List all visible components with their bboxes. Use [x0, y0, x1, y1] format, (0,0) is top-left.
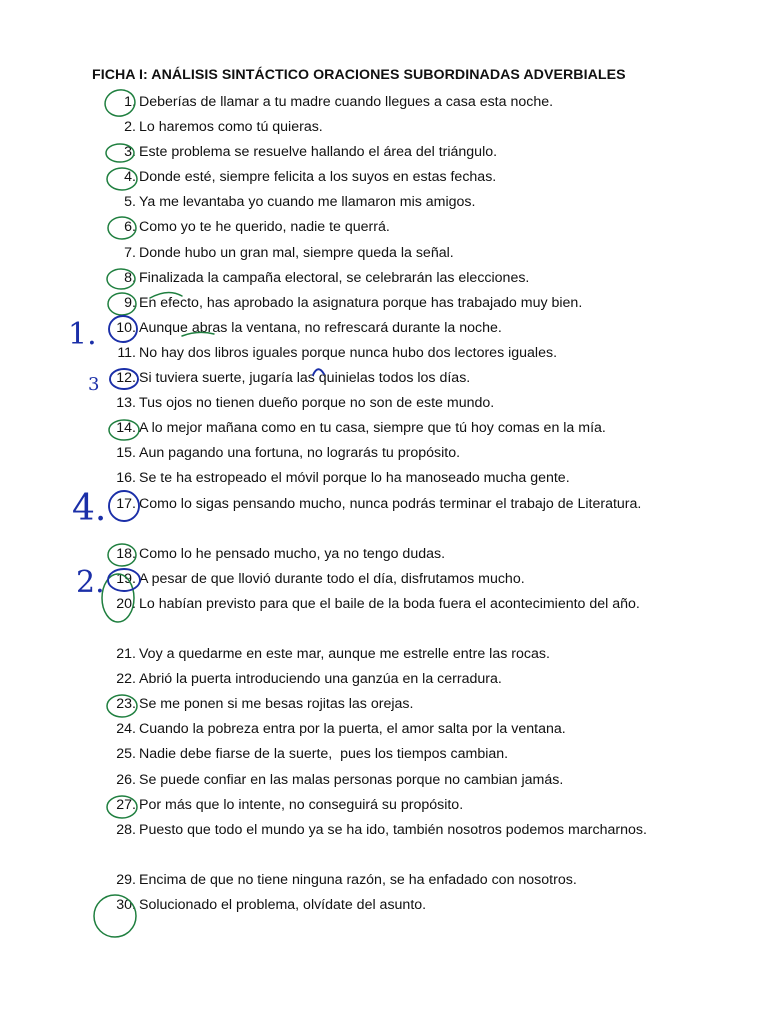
item-number: 7. [124, 244, 136, 261]
sentence-text: Finalizada la campaña electoral, se celebrarán las elecciones. [139, 269, 530, 286]
sentence-text: Puesto que todo el mundo ya se ha ido, también nosotros podemos marcharnos. [139, 821, 647, 838]
sentence-text: Lo habían previsto para que el baile de la boda fuera el acontecimiento del año. [139, 595, 640, 612]
item-number: 12. [116, 370, 136, 387]
sentence-text: Donde esté, siempre felicita a los suyos en estas fechas. [139, 169, 497, 186]
list-item [0, 868, 768, 893]
list-item [0, 241, 768, 266]
item-number: 1. [124, 94, 136, 110]
item-number: 15. [116, 445, 136, 462]
sentence-text: Se me ponen si me besas rojitas las orejas. [139, 696, 414, 713]
sentence-text: Cuando la pobreza entra por la puerta, el amor salta por la ventana. [139, 721, 566, 738]
sentence-text: Abrió la puerta introduciendo una ganzúa en la cerradura. [139, 671, 502, 688]
list-item [0, 441, 768, 466]
item-number: 26. [116, 771, 136, 788]
list-item [0, 90, 768, 115]
list-item [0, 215, 768, 240]
item-number: 9. [124, 294, 136, 311]
list-item [0, 542, 768, 567]
item-number: 23. [116, 696, 136, 713]
sentence-text: Por más que lo intente, no conseguirá su propósito. [139, 796, 464, 813]
handwritten-note-4: 4. [72, 488, 107, 529]
item-number: 3. [124, 144, 136, 161]
list-item [0, 592, 768, 642]
list-item [0, 366, 768, 391]
list-item [0, 466, 768, 491]
sentence-text: Como yo te he querido, nadie te querrá. [139, 219, 390, 236]
item-number: 6. [124, 219, 136, 236]
item-number: 8. [124, 269, 136, 286]
item-number: 19. [116, 570, 136, 587]
list-item [0, 492, 768, 542]
list-item [0, 140, 768, 165]
sentence-text: Voy a quedarme en este mar, aunque me estrelle entre las rocas. [139, 646, 550, 663]
item-number: 29. [116, 871, 136, 888]
list-item [0, 341, 768, 366]
handwritten-note-2: 2. [76, 565, 105, 600]
list-item [0, 742, 768, 767]
item-number: 14. [116, 420, 136, 437]
item-number: 4. [124, 169, 136, 186]
page-title: FICHA I: ANÁLISIS SINTÁCTICO ORACIONES SUBORDINADAS ADVERBIALES [92, 67, 626, 83]
list-item [0, 717, 768, 742]
list-item [0, 567, 768, 592]
list-item [0, 893, 768, 918]
list-item [0, 818, 768, 868]
sentence-text: Lo haremos como tú quieras. [139, 119, 323, 136]
item-number: 30. [116, 897, 136, 913]
sentence-text: A pesar de que llovió durante todo el día, disfrutamos mucho. [139, 570, 525, 587]
sentence-text: Donde hubo un gran mal, siempre queda la señal. [139, 244, 454, 261]
sentence-text: Se te ha estropeado el móvil porque lo ha manoseado mucha gente. [139, 470, 570, 487]
item-number: 5. [124, 194, 136, 211]
list-item [0, 115, 768, 140]
sentence-text: Como lo he pensado mucho, ya no tengo dudas. [139, 545, 446, 562]
item-number: 11. [117, 344, 136, 361]
list-item [0, 692, 768, 717]
item-number: 18. [116, 545, 136, 562]
sentence-text: Aunque abras la ventana, no refrescará durante la noche. [139, 319, 502, 336]
sentence-text: Deberías de llamar a tu madre cuando llegues a casa esta noche. [139, 94, 554, 110]
item-number: 2. [124, 119, 136, 136]
sentence-text: Ya me levantaba yo cuando me llamaron mis amigos. [139, 194, 476, 211]
item-number: 13. [116, 395, 136, 412]
list-item [0, 266, 768, 291]
item-number: 28. [116, 821, 136, 838]
sentence-text: Aun pagando una fortuna, no lograrás tu propósito. [139, 445, 461, 462]
list-item [0, 316, 768, 341]
list-item [0, 793, 768, 818]
list-item [0, 416, 768, 441]
list-item [0, 291, 768, 316]
sentence-text: Si tuviera suerte, jugaría las quinielas todos los días. [139, 370, 471, 387]
item-number: 21. [116, 646, 136, 663]
sentence-text: Este problema se resuelve hallando el área del triángulo. [139, 144, 498, 161]
sentence-text: Tus ojos no tienen dueño porque no son de este mundo. [139, 395, 495, 412]
list-item [0, 190, 768, 215]
item-number: 25. [116, 746, 136, 763]
item-number: 20. [116, 595, 136, 612]
list-item [0, 667, 768, 692]
item-number: 27. [116, 796, 136, 813]
item-number: 17. [116, 495, 136, 512]
sentence-text: A lo mejor mañana como en tu casa, siempre que tú hoy comas en la mía. [139, 420, 606, 437]
sentence-text: Solucionado el problema, olvídate del asunto. [139, 897, 427, 913]
handwritten-note-3: 3 [88, 374, 100, 395]
sentence-text: No hay dos libros iguales porque nunca hubo dos lectores iguales. [139, 344, 558, 361]
sentence-text: Se puede confiar en las malas personas porque no cambian jamás. [139, 771, 564, 788]
sentence-text: Encima de que no tiene ninguna razón, se ha enfadado con nosotros. [139, 871, 577, 888]
item-number: 16. [116, 470, 136, 487]
item-number: 10. [116, 319, 136, 336]
item-number: 22. [116, 671, 136, 688]
sentence-list [0, 90, 768, 918]
list-item [0, 165, 768, 190]
list-item [0, 642, 768, 667]
sentence-text: Como lo sigas pensando mucho, nunca podrás terminar el trabajo de Literatura. [139, 495, 642, 512]
sentence-text: Nadie debe fiarse de la suerte, pues los tiempos cambian. [139, 746, 509, 763]
list-item [0, 391, 768, 416]
handwritten-note-1: 1. [68, 317, 97, 352]
item-number: 24. [116, 721, 136, 738]
list-item [0, 768, 768, 793]
sentence-text: En efecto, has aprobado la asignatura porque has trabajado muy bien. [139, 294, 583, 311]
